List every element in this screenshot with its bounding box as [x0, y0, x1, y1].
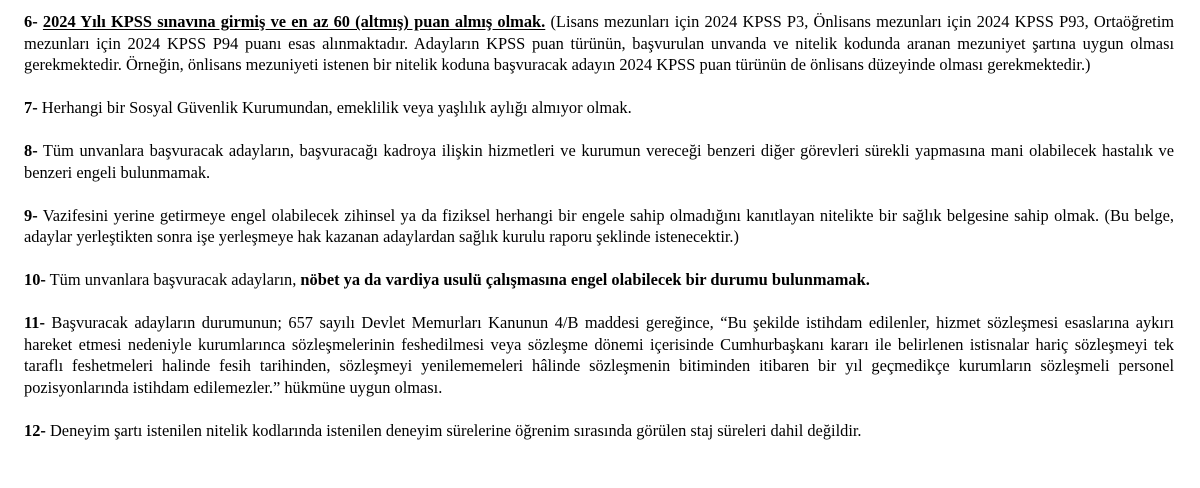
item-text: Herhangi bir Sosyal Güvenlik Kurumundan, emeklilik veya yaşlılık aylığı almıyor olmak.	[37, 98, 632, 117]
item-text: Tüm unvanlara başvuracak adayların, başvuracağı kadroya ilişkin hizmetleri ve kurumun vereceği benzeri diğer görevleri sürekli yapmasına mani olabilecek hastalık ve benzeri engeli bulunmamak.	[24, 141, 1174, 182]
requirement-item-11	[24, 312, 1174, 398]
requirement-item-7	[24, 97, 1174, 119]
requirement-item-9	[24, 205, 1174, 248]
shift-work-requirement: nöbet ya da vardiya usulü çalışmasına engel olabilecek bir durumu bulunmamak.	[300, 270, 870, 289]
item-number: 11-	[24, 313, 45, 332]
requirement-item-10	[24, 269, 1174, 291]
item-number: 8-	[24, 141, 38, 160]
item-text: Deneyim şartı istenilen nitelik kodlarında istenilen deneyim sürelerine öğrenim sırasında görülen staj süreleri dahil değildir.	[45, 420, 862, 440]
item-text: Başvuracak adayların durumunun; 657 sayılı Devlet Memurları Kanunun 4/B maddesi gereğince, “Bu şekilde istihdam edilenler, hizmet sözleşmesi esaslarına aykırı hareket etmesi nedeniyle kurumlarınca sözleşmelerinin feshedilmesi veya sözleşme dönemi içerisinde Cumhurbaşkanı kararı ile belirlenen istisnalar hariç sözleşmeyi tek taraflı feshetmeleri halinde fesih tarihinden, sözleşmeyi yenilememeleri hâlinde sözleşmenin bitiminden itibaren bir yıl geçmedikçe kurumların sözleşmeli personel pozisyonlarında istihdam edilemezler.” hükmüne uygun olması.	[24, 313, 1174, 397]
item-number: 10-	[24, 270, 46, 289]
item-text: Tüm unvanlara başvuracak adayların,	[45, 270, 301, 289]
requirement-item-12	[24, 420, 1174, 442]
item-number: 9-	[24, 205, 38, 225]
requirement-item-6	[24, 11, 1174, 76]
item-number: 7-	[24, 98, 38, 117]
requirements-document	[24, 11, 1174, 441]
requirement-item-8	[24, 140, 1174, 183]
item-text: Vazifesini yerine getirmeye engel olabilecek zihinsel ya da fiziksel herhangi bir engele sahip olmadığını kanıtlayan nitelikte bir sağlık belgesine sahip olmak. (Bu belge, adaylar yerleştikten sonra işe yerleşmeye hak kazanan adaylardan sağlık kurulu raporu şeklinde istenecektir.)	[24, 205, 1174, 246]
item-number: 12-	[24, 420, 46, 440]
item-number: 6-	[24, 12, 38, 31]
item-text: (Lisans mezunları için 2024 KPSS P3, Önlisans mezunları için 2024 KPSS P93, Ortaöğretim mezunları için 2024 KPSS P94 puanı esas alınmaktadır. Adayların KPSS puan türünün, başvurulan unvanda ve nitelik kodunda aranan mezuniyet şartına uygun olması gerekmektedir. Örneğin, önlisans mezuniyeti istenen bir nitelik koduna başvuracak adayın 2024 KPSS puan türünün de önlisans düzeyinde olması gerekmektedir.)	[24, 12, 1175, 74]
kpss-score-requirement: 2024 Yılı KPSS sınavına girmiş ve en az 60 (altmış) puan almış olmak.	[42, 12, 546, 31]
